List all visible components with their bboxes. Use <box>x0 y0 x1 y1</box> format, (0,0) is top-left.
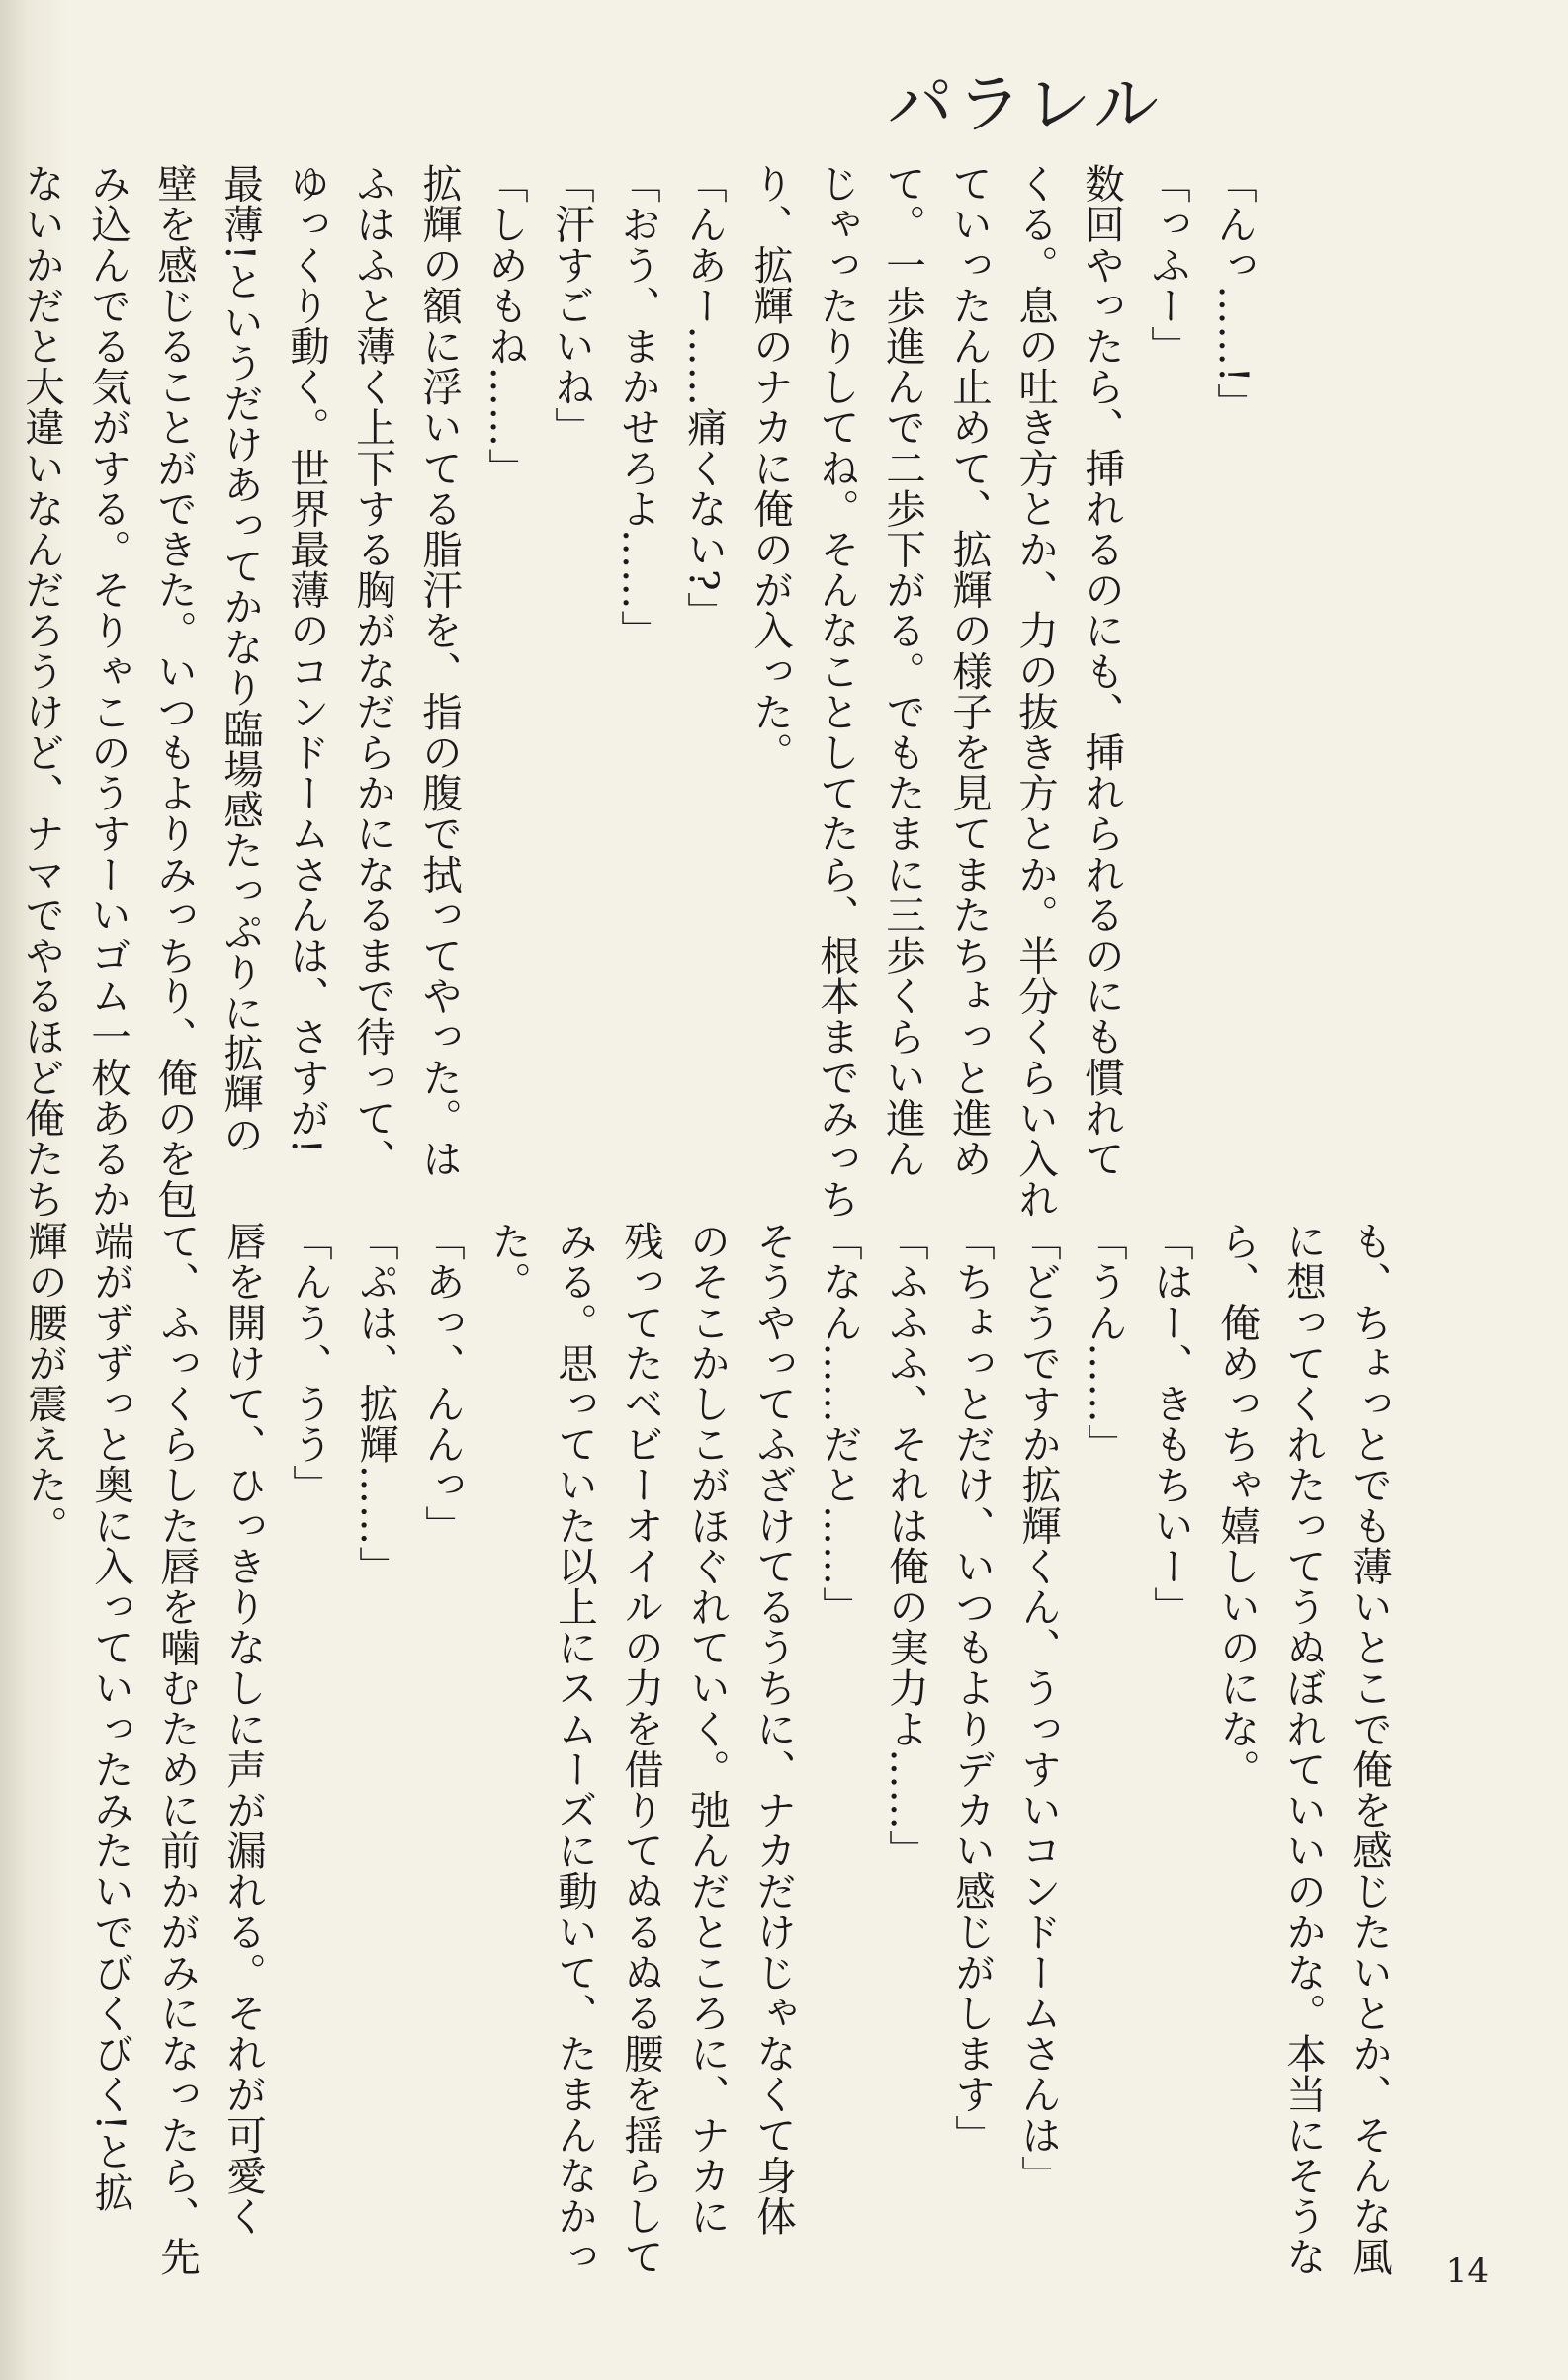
text-line: そうやってふざけてるうちに、ナカだけじゃなくて身体 <box>749 1221 797 2237</box>
text-line: ふはふと薄く上下する胸がなだらかになるまで待って、 <box>349 163 396 1179</box>
text-line: ゆっくり動く。世界最薄のコンドームさんは、さすが! <box>283 163 330 1155</box>
text-line: 「はー、きもちいー」 <box>1147 1221 1194 1627</box>
text-line: 唇を開けて、ひっきりなしに声が漏れる。それが可愛く <box>219 1221 267 2237</box>
text-line: のそこかしこがほぐれていく。弛んだところに、ナカに <box>683 1221 731 2237</box>
text-line: 「汗すごいね」 <box>548 163 595 448</box>
text-line: 拡輝の額に浮いてる脂汗を、指の腹で拭ってやった。は <box>415 163 463 1179</box>
text-line: 「うん……」 <box>1081 1221 1128 1465</box>
text-line: ないかだと大違いなんだろうけど、ナマでやるほど俺たち <box>18 163 65 1220</box>
text-line: 「んあー……痛くない?」 <box>680 163 728 633</box>
text-line: た。 <box>484 1221 532 1303</box>
text-line: み込んでる気がする。そりゃこのうすーいゴム一枚あるか <box>84 163 131 1220</box>
text-line: 最薄!というだけあってかなり臨場感たっぷりに拡輝の <box>217 163 264 1155</box>
chapter-title: パラレル <box>887 66 1163 142</box>
text-line: 壁を感じることができた。いつもよりみっちり、俺のを包 <box>150 163 198 1220</box>
text-line: 「どうですか拡輝くん、うっすいコンドームさんは」 <box>1014 1221 1062 2196</box>
text-line: 「しめもね……」 <box>481 163 529 488</box>
text-line: くる。息の吐き方とか、力の抜き方とか。半分くらい入れ <box>1011 163 1059 1220</box>
text-line: 「おう、まかせろよ……」 <box>614 163 661 651</box>
text-line: り、拡輝のナカに俺のが入った。 <box>746 163 794 773</box>
upper-text-block <box>18 163 1266 1220</box>
text-line: 「ちょっとだけ、いつもよりデカい感じがします」 <box>948 1221 996 2156</box>
text-line: ていったん止めて、拡輝の様子を見てまたちょっと進め <box>945 163 993 1179</box>
text-line: 端がずずっと奥に入っていったみたいでびくびく!と拡 <box>87 1221 134 2213</box>
text-line: じゃったりしてね。そんなことしてたら、根本までみっち <box>813 163 860 1220</box>
text-line: て。一歩進んで二歩下がる。でもたまに三歩くらい進ん <box>879 163 926 1179</box>
text-line: 「んっ……!」 <box>1210 163 1258 424</box>
text-line: 「ぷは、拡輝……」 <box>352 1221 399 1586</box>
text-line: に想ってくれたってうぬぼれていいのかな。本当にそうな <box>1279 1221 1327 2277</box>
text-line: 「なん……だと……」 <box>816 1221 863 1627</box>
text-line: 輝の腰が震えた。 <box>21 1221 68 1546</box>
text-line: も、ちょっとでも薄いとこで俺を感じたいとか、そんな風 <box>1346 1221 1393 2277</box>
text-line: 数回やったら、挿れるのにも、挿れられるのにも慣れて <box>1078 163 1125 1179</box>
text-line: 「あっ、んんっ」 <box>418 1221 466 1546</box>
text-line: みる。思っていた以上にスムーズに動いて、たまんなかっ <box>551 1221 598 2277</box>
lower-text-block <box>21 1221 1402 2277</box>
text-line <box>0 163 8 1171</box>
text-line: て、ふっくらした唇を噛むために前かがみになったら、先 <box>153 1221 201 2277</box>
text-line: 「ふふふ、それは俺の実力よ……」 <box>882 1221 929 1871</box>
text-line: 「っふー」 <box>1144 163 1191 367</box>
text-line: ら、俺めっちゃ嬉しいのにな。 <box>1213 1221 1261 1790</box>
page-number: 14 <box>1445 2252 1489 2291</box>
text-line: 「んう、うう」 <box>286 1221 333 1505</box>
text-line: 残ってたベビーオイルの力を借りてぬるぬる腰を揺らして <box>617 1221 664 2277</box>
